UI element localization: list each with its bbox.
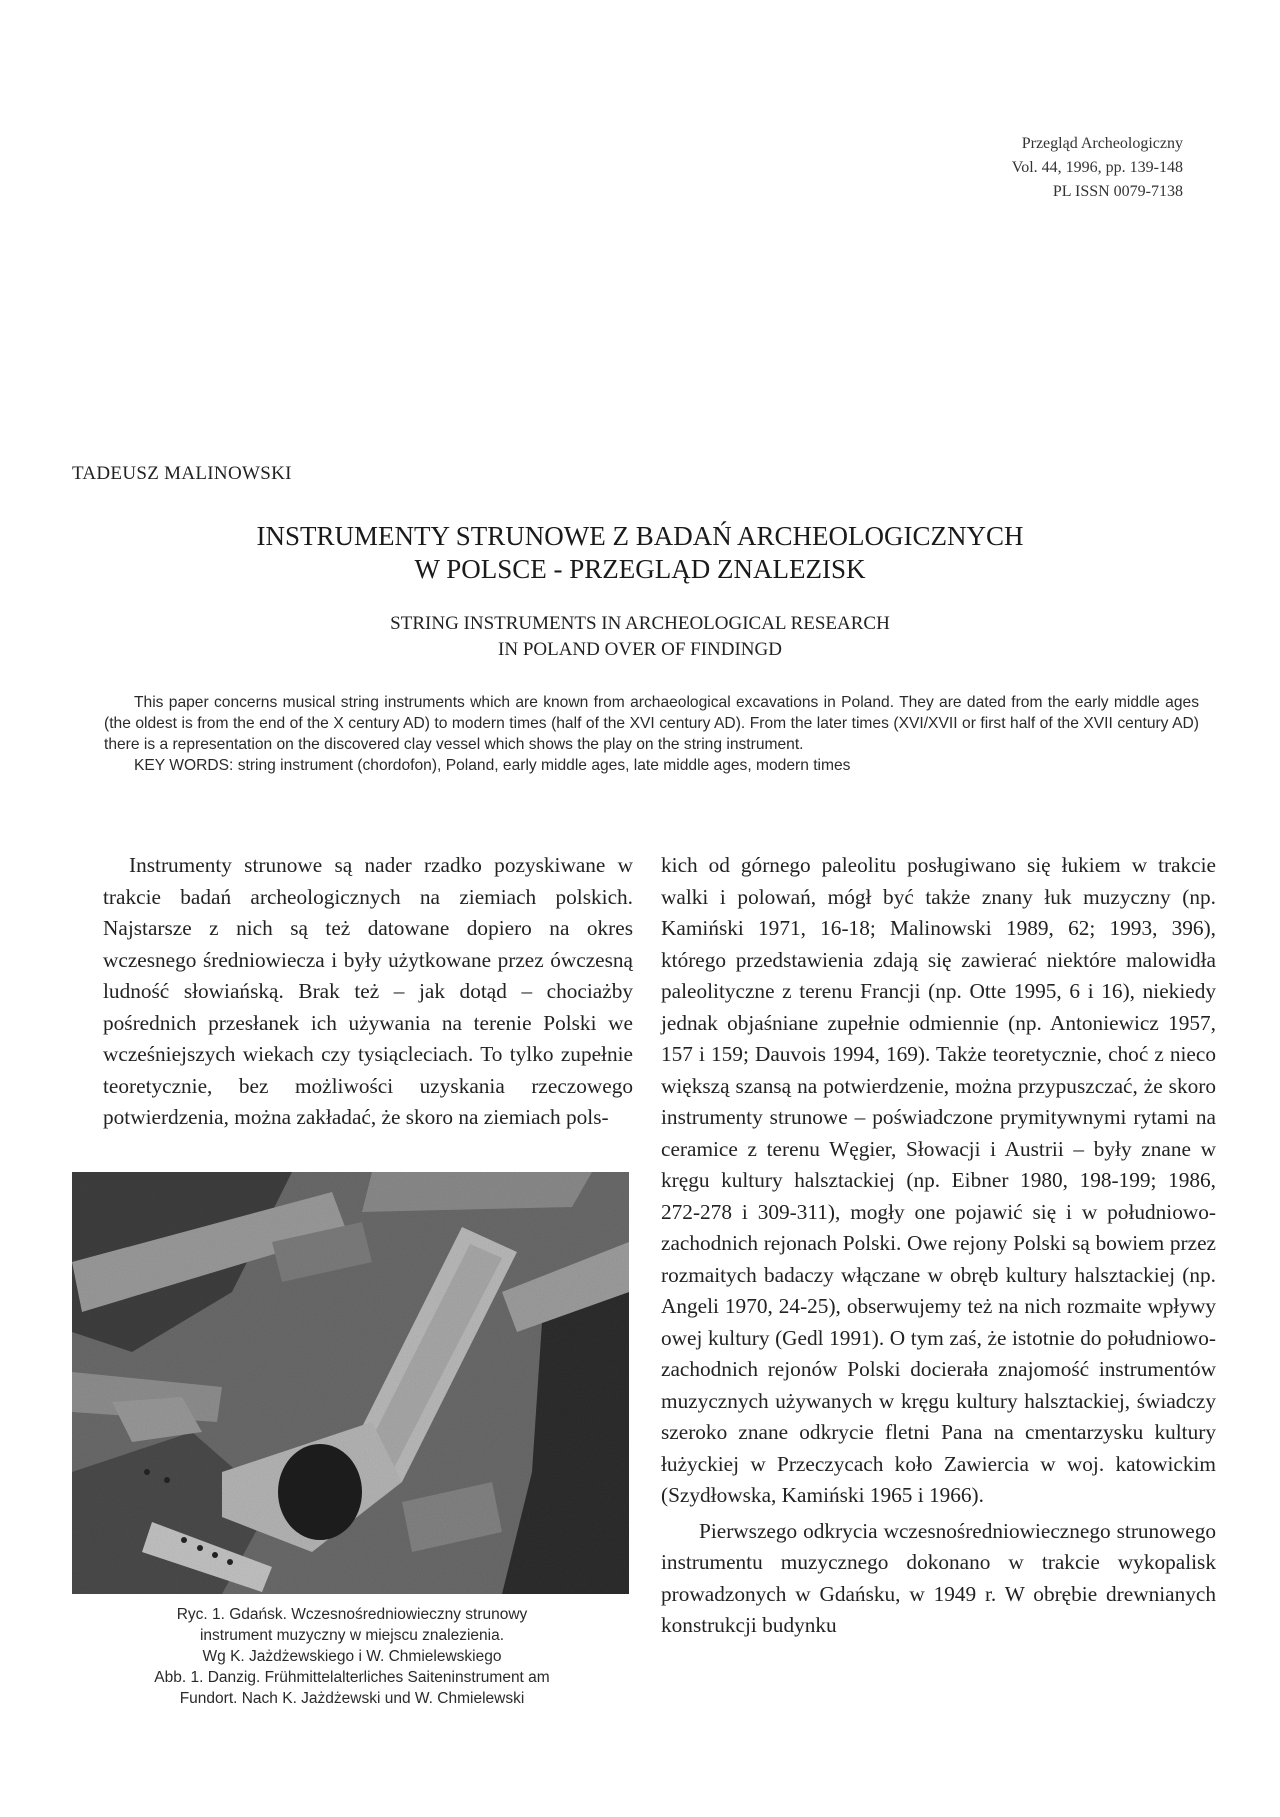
journal-volume: Vol. 44, 1996, pp. 139-148	[1011, 159, 1183, 176]
author-name: TADEUSZ MALINOWSKI	[72, 463, 292, 484]
figure-caption	[72, 1604, 632, 1709]
body-column-right	[661, 850, 1216, 1642]
caption-pl-line-3: Wg K. Jażdżewskiego i W. Chmielewskiego	[202, 1648, 502, 1665]
caption-pl-line-2: instrument muzyczny w miejscu znalezienia.	[199, 1627, 505, 1644]
body-paragraph: Pierwszego odkrycia wczesnośredniowiecznego strunowego instrumentu muzycznego dokonano w trakcie wykopalisk prowadzonych w Gdańsku, w 1949 r. W obrębie drewnianych konstrukcji budynku	[661, 1518, 1216, 1637]
caption-de-line-2: Fundort. Nach K. Jażdżewski und W. Chmielewski	[179, 1690, 525, 1707]
excavation-photo-image	[72, 1172, 629, 1594]
caption-pl-line-1: Ryc. 1. Gdańsk. Wczesnośredniowieczny strunowy	[176, 1606, 528, 1623]
figure-photo	[72, 1172, 629, 1594]
journal-info	[1012, 132, 1183, 204]
body-paragraph-continued: kich od górnego paleolitu posługiwano się łukiem w trakcie walki i polowań, mógł być także znany łuk muzyczny (np. Kamiński 1971, 16-18; Malinowski 1989, 62; 1993, 396), którego przedstawienia zdają się zawierać niektóre malowidła paleolityczne z terenu Francji (np. Otte 1995, 6 i 16), niekiedy jednak objaśniane zupełnie odmiennie (np. Antoniewicz 1957, 157 i 159; Dauvois 1994, 169). Także teoretycznie, choć z nieco większą szansą na potwierdzenie, można przypuszczać, że skoro instrumenty strunowe – poświadczone prymitywnymi rytami na ceramice z terenu Węgier, Słowacji i Austrii – były znane w kręgu kultury halsztackiej (np. Eibner 1980, 198-199; 1986, 272-278 i 309-311), mogły one pojawić się i w południowo-zachodnich rejonach Polski. Owe rejony Polski są bowiem przez rozmaitych badaczy włączane w obręb kultury halsztackiej (np. Angeli 1970, 24-25), obserwujemy też na nich rozmaite wpływy owej kultury (Gedl 1991). O tym zaś, że istotnie do południowo-zachodnich rejonów Polski docierała znajomość instrumentów muzycznych używanych w kręgu kultury halsztackiej, świadczy szeroko znane odkrycie fletni Pana na cmentarzysku kultury łużyckiej w Przeczycach koło Zawiercia w woj. katowickim (Szydłowska, Kamiński 1965 i 1966).	[661, 853, 1216, 1507]
title-polish-line-2: W POLSCE - PRZEGLĄD ZNALEZISK	[414, 554, 866, 584]
body-column-left	[103, 850, 633, 1134]
title-polish-line-1: INSTRUMENTY STRUNOWE Z BADAŃ ARCHEOLOGICZNYCH	[256, 521, 1024, 551]
title-polish	[0, 520, 1280, 586]
abstract	[104, 692, 1199, 776]
body-paragraph: Instrumenty strunowe są nader rzadko pozyskiwane w trakcie badań archeologicznych na ziemiach polskich. Najstarsze z nich są też datowane dopiero na okres wczesnego średniowiecza i były użytkowane przez ówczesną ludność słowiańską. Brak też – jak dotąd – chociażby pośrednich przesłanek ich używania na terenie Polski we wcześniejszych wiekach czy tysiącleciach. To tylko zupełnie teoretycznie, bez możliwości uzyskania rzeczowego potwierdzenia, można zakładać, że skoro na ziemiach pols-	[103, 853, 633, 1129]
abstract-text: This paper concerns musical string instruments which are known from archaeological excavations in Poland. They are dated from the early middle ages (the oldest is from the end of the X century AD) to modern times (half of the XVI century AD). From the later times (XVI/XVII or first half of the XVII century AD) there is a representation on the discovered clay vessel which shows the play on the string instrument.	[104, 694, 1199, 753]
title-english	[0, 611, 1280, 663]
keywords: KEY WORDS: string instrument (chordofon), Poland, early middle ages, late middle ages, modern times	[134, 757, 851, 774]
caption-de-line-1: Abb. 1. Danzig. Frühmittelalterliches Saiteninstrument am	[154, 1669, 550, 1686]
title-english-line-2: IN POLAND OVER OF FINDINGD	[498, 639, 782, 660]
journal-name: Przegląd Archeologiczny	[1021, 135, 1183, 152]
journal-issn: PL ISSN 0079-7138	[1052, 183, 1183, 200]
title-english-line-1: STRING INSTRUMENTS IN ARCHEOLOGICAL RESEARCH	[390, 613, 890, 634]
